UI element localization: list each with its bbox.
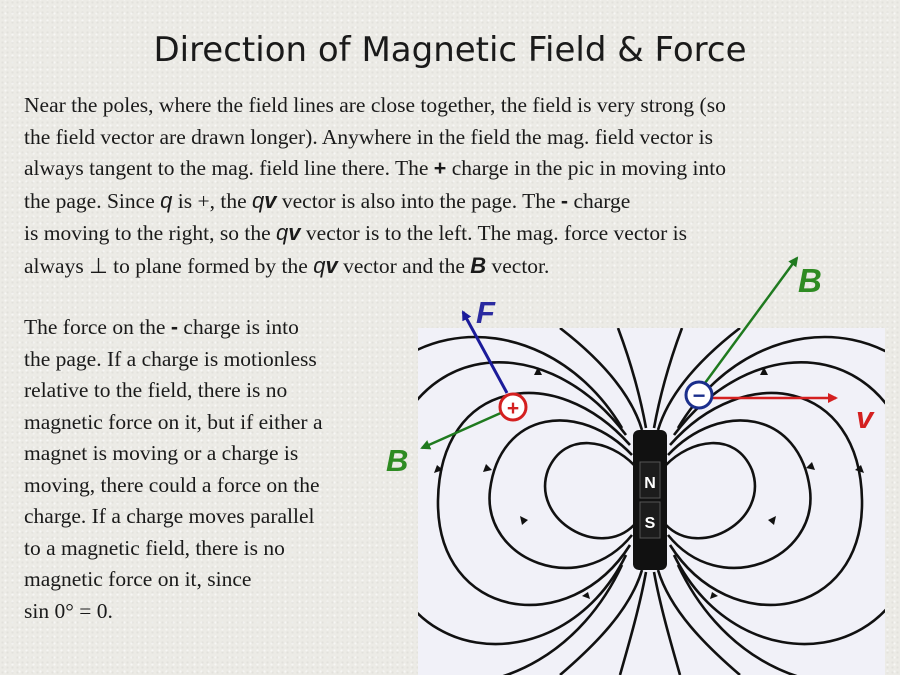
force-label: F [476, 295, 495, 330]
force-line-6: moving, there could a force on the [24, 472, 320, 497]
b-label-right: B [798, 262, 822, 299]
text-segment: always tangent to the mag. field line there. The [24, 156, 434, 180]
q-symbol: q [251, 187, 265, 213]
text-segment: the page. Since [24, 188, 161, 213]
b-symbol: B [470, 252, 487, 278]
positive-charge [500, 394, 526, 420]
q-symbol: q [313, 252, 326, 278]
force-line-8: to a magnetic field, there is no [24, 535, 285, 560]
force-line-9: magnetic force on it, since [24, 567, 252, 591]
bar-magnet [633, 430, 667, 570]
force-line-3: relative to the field, there is no [24, 378, 288, 402]
negative-charge [686, 382, 712, 408]
slide-title: Direction of Magnetic Field & Force [153, 30, 747, 70]
text-segment: is +, the [172, 188, 252, 213]
plus-symbol: + [433, 156, 447, 180]
north-label: N [644, 475, 656, 492]
plus-sign: + [506, 397, 520, 420]
text-segment: charge [568, 188, 631, 213]
q-symbol: q [160, 187, 173, 213]
text-segment: is moving to the right, so the [24, 221, 277, 245]
south-label: S [644, 515, 656, 532]
text-segment: vector and the [337, 253, 471, 278]
text-segment: always ⊥ to plane formed by the [24, 253, 314, 278]
text-segment: charge in the pic in moving into [446, 156, 726, 180]
q-symbol: q [276, 220, 289, 245]
force-line-5: magnet is moving or a charge is [24, 441, 299, 465]
force-line-10: sin 0° = 0. [24, 598, 113, 623]
v-symbol: v [325, 252, 338, 278]
minus-symbol: - [170, 315, 179, 339]
v-symbol: v [264, 187, 277, 213]
minus-sign: − [692, 383, 706, 408]
v-label: v [856, 400, 874, 435]
text-segment: The force on the [24, 315, 171, 339]
intro-line-2: the field vector are drawn longer). Anywhere in the field the mag. field vector is [24, 124, 713, 149]
text-segment: vector is also into the page. The [276, 188, 561, 213]
v-symbol: v [288, 220, 301, 245]
force-line-2: the page. If a charge is motionless [24, 346, 317, 371]
minus-symbol: - [560, 188, 569, 213]
text-segment: vector. [486, 253, 550, 278]
text-segment: vector is to the left. The mag. force vector is [300, 221, 687, 245]
force-line-4: magnetic force on it, but if either a [24, 409, 323, 434]
force-line-7: charge. If a charge moves parallel [24, 504, 315, 528]
intro-line-1: Near the poles, where the field lines are close together, the field is very strong (so [24, 93, 726, 117]
b-label-left: B [386, 443, 409, 478]
text-segment: charge is into [178, 315, 299, 339]
magnet-body [633, 430, 667, 570]
